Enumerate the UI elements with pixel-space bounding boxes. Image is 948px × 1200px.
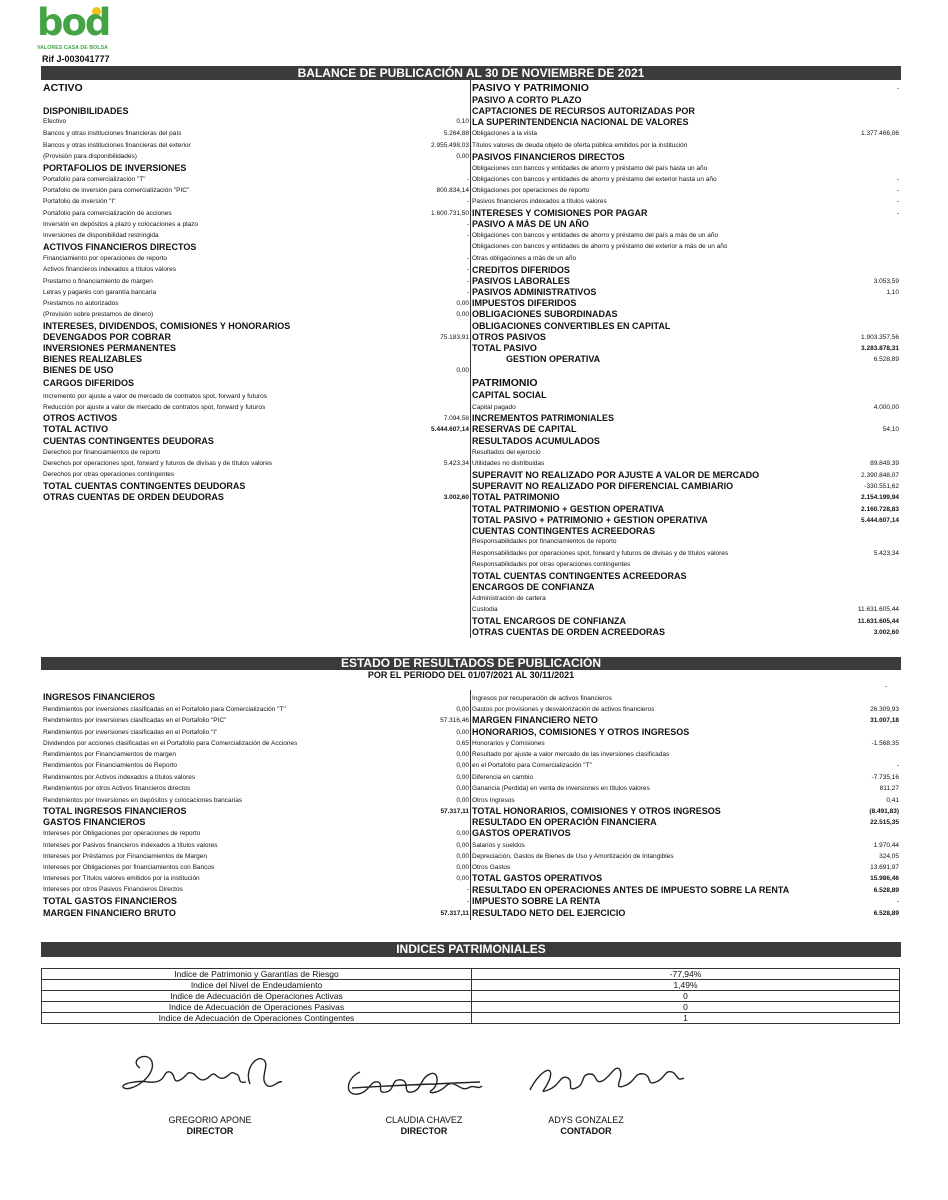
row-value: - (466, 255, 469, 262)
row-label: OTROS PASIVOS (472, 332, 546, 342)
row-value: 1.903.357,56 (861, 334, 899, 341)
row-label: BIENES REALIZABLES (43, 354, 143, 364)
row-value: 57.317,11 (440, 808, 469, 815)
row-value: - (896, 85, 899, 92)
row-value: 26.309,93 (870, 706, 899, 713)
row-value: 2.154.199,94 (861, 494, 899, 501)
row-value: 0,00 (456, 875, 469, 882)
row-label: Honorarios y Comisiones (472, 740, 545, 747)
row-label: CARGOS DIFERIDOS (43, 378, 135, 388)
row-value: 57.316,46 (440, 717, 469, 724)
row-label: DEVENGADOS POR COBRAR (43, 332, 172, 342)
row-value: - (466, 198, 469, 205)
row-value: 1.377.466,06 (861, 130, 899, 137)
row-label: Otras obligaciones a más de un año (472, 255, 577, 262)
row-label: Intereses por Títulos valores emitidos por la institución (43, 875, 200, 882)
row-value: 0,00 (456, 842, 469, 849)
row-label: Responsabilidades por operaciones spot, forward y futuros de divisas y de títulos valores (472, 550, 729, 557)
resultados-period: POR EL PERIODO DEL 01/07/2021 AL 30/11/2021 (367, 670, 575, 680)
row-label: Intereses por Pasivos financieros indexados a títulos valores (43, 842, 218, 849)
row-label: Intereses por Obligaciones por financiamientos con Bancos (43, 864, 215, 871)
row-label: RESULTADO NETO DEL EJERCICIO (472, 908, 626, 918)
row-label: Dividendos por acciones clasificadas en el Portafolio para Comercialización de Acciones (43, 740, 298, 747)
row-label: CAPITAL SOCIAL (472, 390, 547, 400)
row-value: 0,00 (456, 830, 469, 837)
resultados-dash: - (885, 683, 888, 690)
logo-subtitle: VALORES CASA DE BOLSA (37, 45, 108, 51)
row-label: Portafolio de inversión "I" (43, 198, 116, 205)
row-label: ENCARGOS DE CONFIANZA (472, 582, 595, 592)
row-label: MARGEN FINANCIERO NETO (472, 715, 598, 725)
row-value: 11.631.605,44 (857, 606, 899, 613)
row-label: Inversión en depósitos a plazo y colocaciones a plazo (43, 221, 199, 228)
row-label: Intereses por Obligaciones por operaciones de reporto (43, 830, 201, 837)
row-label: GASTOS OPERATIVOS (472, 828, 571, 838)
row-label: Prestamo o financiamiento de margen (43, 278, 153, 285)
row-label: CREDITOS DIFERIDOS (472, 265, 570, 275)
row-label: Resultado por ajuste a valor mercado de las inversiones clasificadas (472, 751, 670, 758)
row-label: Obligaciones a la vista (472, 130, 538, 137)
row-value: 22.515,35 (870, 819, 899, 826)
row-label: Prestamos no autorizados (43, 300, 119, 307)
row-label: IMPUESTO SOBRE LA RENTA (472, 896, 601, 906)
signature-claudia-chavez (340, 1060, 490, 1105)
row-label: TOTAL PATRIMONIO + GESTION OPERATIVA (472, 504, 665, 514)
index-label: Indice de Adecuación de Operaciones Pasivas (42, 1002, 472, 1013)
row-label: TOTAL CUENTAS CONTINGENTES ACREEDORAS (472, 571, 687, 581)
row-value: 0,00 (456, 774, 469, 781)
row-label: en el Portafolio para Comercialización "T" (472, 762, 592, 769)
signatory-1 (140, 1115, 280, 1137)
row-label: PASIVOS ADMINISTRATIVOS (472, 287, 597, 297)
row-value: 0,10 (456, 118, 469, 125)
row-label: OTRAS CUENTAS DE ORDEN ACREEDORAS (472, 627, 666, 637)
row-value: -330.551,62 (864, 483, 899, 490)
row-label: Activos financieros indexados a títulos valores (43, 266, 176, 273)
row-label: RESERVAS DE CAPITAL (472, 424, 577, 434)
row-value: 31.007,18 (870, 717, 899, 724)
company-logo (37, 1, 117, 54)
index-value: 0 (472, 991, 900, 1002)
row-label: OBLIGACIONES CONVERTIBLES EN CAPITAL (472, 321, 671, 331)
row-label: OBLIGACIONES SUBORDINADAS (472, 309, 618, 319)
row-label: Gastos por provisiones y desvalorización de activos financieros (472, 706, 655, 713)
signatory-3 (516, 1115, 656, 1137)
row-value: 0,00 (456, 729, 469, 736)
row-label: Pasivos financieros indexados a títulos valores (472, 198, 607, 205)
row-label: TOTAL ENCARGOS DE CONFIANZA (472, 616, 627, 626)
row-label: TOTAL HONORARIOS, COMISIONES Y OTROS INGRESOS (472, 806, 721, 816)
row-label: Letras y pagarés con garantía bancaria (43, 289, 157, 296)
indices-table (41, 968, 900, 1024)
row-label: RESULTADO EN OPERACIÓN FINANCIERA (472, 817, 657, 827)
index-label: Indice del Nivel de Endeudamiento (42, 980, 472, 991)
row-value: 0,00 (456, 300, 469, 307)
row-label: RESULTADOS ACUMULADOS (472, 436, 600, 446)
row-label: Títulos valores de deuda objeto de oferta pública emitidos por la institución (472, 142, 688, 149)
row-label: TOTAL PASIVO + PATRIMONIO + GESTION OPERATIVA (472, 515, 708, 525)
row-label: INVERSIONES PERMANENTES (43, 343, 177, 353)
row-value: 1,10 (886, 289, 899, 296)
signature-adys-gonzalez (520, 1050, 690, 1105)
row-label: Administración de cartera (472, 595, 546, 602)
row-label: RESULTADO EN OPERACIONES ANTES DE IMPUESTO SOBRE LA RENTA (472, 885, 790, 895)
row-label: Bancos y otras instituciones financieras del país (43, 130, 182, 137)
row-label: Ganancia (Perdida) en venta de inversiones en títulos valores (472, 785, 650, 792)
row-value: 324,05 (879, 853, 899, 860)
row-label: MARGEN FINANCIERO BRUTO (43, 908, 176, 918)
row-label: Resultados del ejercicio (472, 449, 541, 456)
row-label: OTROS ACTIVOS (43, 413, 118, 423)
index-label: Indice de Patrimonio y Garantías de Riesgo (42, 969, 472, 980)
row-value: 15.986,46 (870, 875, 899, 882)
row-value: 811,27 (879, 785, 899, 792)
row-label: INGRESOS FINANCIEROS (43, 692, 156, 702)
row-value: - (896, 187, 899, 194)
row-value: - (466, 898, 469, 905)
row-value: 3.283.878,31 (861, 345, 899, 352)
row-value: -1.568,35 (871, 740, 899, 747)
row-label: Incremento por ajuste a valor de mercado de contratos spot, forward y futuros (43, 393, 268, 400)
row-value: 0,65 (456, 740, 469, 747)
row-value: (8.491,83) (869, 808, 899, 815)
row-value: - (466, 266, 469, 273)
row-value: 0,00 (456, 367, 469, 374)
row-label: GASTOS FINANCIEROS (43, 817, 146, 827)
row-label: PORTAFOLIOS DE INVERSIONES (43, 163, 187, 173)
index-value: 0 (472, 1002, 900, 1013)
row-label: Portafolio para comercialización de acciones (43, 210, 172, 217)
row-label: CAPTACIONES DE RECURSOS AUTORIZADAS POR (472, 106, 695, 116)
row-label: Diferencia en cambio (472, 774, 534, 781)
row-label: Derechos por operaciones spot, forward y futuros de divisas y de títulos valores (43, 460, 273, 467)
row-value: - (896, 762, 899, 769)
row-value: 1.970,44 (873, 842, 899, 849)
row-label: SUPERAVIT NO REALIZADO POR AJUSTE A VALOR DE MERCADO (472, 470, 760, 480)
row-value: 11.631.605,44 (857, 618, 899, 625)
row-label: LA SUPERINTENDENCIA NACIONAL DE VALORES (472, 117, 689, 127)
index-value: 1 (472, 1013, 900, 1024)
row-value: 0,00 (456, 751, 469, 758)
row-label: Reducción por ajuste a valor de mercado de contratos spot, forward y futuros (43, 404, 266, 411)
row-value: - (896, 210, 899, 217)
row-value: 0,00 (456, 864, 469, 871)
row-value: 3.002,60 (873, 629, 899, 636)
row-value: - (896, 198, 899, 205)
row-value: 6.528,89 (873, 910, 899, 917)
row-label: Custodia (472, 606, 498, 613)
index-label: Indice de Adecuación de Operaciones Activas (42, 991, 472, 1002)
signatory-name: CLAUDIA CHAVEZ (385, 1115, 463, 1125)
row-label: Obligaciones con bancos y entidades de ahorro y préstamo del país a más de un año (472, 232, 719, 239)
row-label: Rendimientos por inversiones clasificadas en el Portafolio "PIC" (43, 717, 227, 724)
row-label: Utilidades no distribuidas (472, 460, 545, 467)
row-value: 0,00 (456, 853, 469, 860)
row-label: BIENES DE USO (43, 365, 114, 375)
row-value: 6.528,89 (873, 887, 899, 894)
row-label: Capital pagado (472, 404, 516, 411)
row-value: 5.423,34 (873, 550, 899, 557)
signatory-name: ADYS GONZALEZ (548, 1115, 624, 1125)
signatory-role: DIRECTOR (186, 1126, 234, 1136)
row-label: Inversiones de disponibilidad restringida (43, 232, 159, 239)
row-label: OTRAS CUENTAS DE ORDEN DEUDORAS (43, 492, 224, 502)
row-value: - (466, 886, 469, 893)
signatory-name: GREGORIO APONE (168, 1115, 252, 1125)
row-label: TOTAL GASTOS FINANCIEROS (43, 896, 177, 906)
row-value: -7.735,16 (871, 774, 899, 781)
row-value: 5.423,34 (443, 460, 469, 467)
row-value: - (896, 898, 899, 905)
row-label: Rendimientos por otros Activos financieros directos (43, 785, 191, 792)
row-value: 0,41 (886, 797, 899, 804)
signatory-role: DIRECTOR (400, 1126, 448, 1136)
row-label: CUENTAS CONTINGENTES ACREEDORAS (472, 526, 656, 536)
row-label: Obligaciones con bancos y entidades de ahorro y préstamo del exterior a más de un año (472, 243, 728, 250)
row-label: ACTIVO (43, 82, 83, 94)
indices-row (42, 1002, 900, 1013)
row-value: 2.390.848,07 (861, 472, 899, 479)
row-label: GESTION OPERATIVA (506, 354, 601, 364)
row-value: 5.264,88 (443, 130, 469, 137)
row-label: Rendimientos por inversiones clasificadas en el Portafolio para Comercialización "T" (43, 706, 286, 713)
row-value: 0,00 (456, 311, 469, 318)
row-value: - (466, 278, 469, 285)
row-label: Otros Ingresos (472, 797, 515, 804)
indices-title: INDICES PATRIMONIALES (41, 942, 901, 957)
row-value: 0,00 (456, 797, 469, 804)
row-label: Depreciación, Gastos de Bienes de Uso y Amortización de Intangibles (472, 853, 674, 860)
row-label: Portafolio de inversión para comercialización "PIC" (43, 187, 190, 194)
row-label: (Provisión sobre prestamos de dinero) (43, 311, 154, 318)
row-label: Efectivo (43, 118, 67, 125)
row-value: 3.002,60 (443, 494, 469, 501)
row-value: 4.000,00 (873, 404, 899, 411)
row-value: 2.160.728,83 (861, 506, 899, 513)
row-label: (Provisión para disponibilidades) (43, 153, 137, 160)
row-label: Portafolio para comercialización "T" (43, 176, 146, 183)
row-label: CUENTAS CONTINGENTES DEUDORAS (43, 436, 214, 446)
row-label: Bancos y otras instituciones financieras del exterior (43, 142, 191, 149)
row-value: - (466, 232, 469, 239)
row-value: 0,00 (456, 153, 469, 160)
row-value: 75.183,91 (440, 334, 469, 341)
row-value: 5.444.607,14 (861, 517, 899, 524)
indices-row (42, 1013, 900, 1024)
signature-gregorio-apone (118, 1040, 288, 1100)
row-value: 800.834,14 (436, 187, 469, 194)
row-label: INTERESES, DIVIDENDOS, COMISIONES Y HONORARIOS (43, 321, 291, 331)
row-label: Derechos por financiamientos de reporto (43, 449, 161, 456)
row-label: Rendimientos por Activos indexados a títulos valores (43, 774, 196, 781)
row-label: Obligaciones por operaciones de reporto (472, 187, 590, 194)
row-label: PASIVO Y PATRIMONIO (472, 82, 589, 94)
row-value: 54,10 (882, 426, 899, 433)
row-label: Intereses por Préstamos por Financiamientos de Margen (43, 853, 208, 860)
row-label: Rendimientos por Financiamientos de margen (43, 751, 176, 758)
row-value: 2.955.498,03 (431, 142, 469, 149)
row-label: Obligaciones con bancos y entidades de ahorro y préstamo del país hasta un año (472, 165, 708, 172)
indices-row (42, 991, 900, 1002)
row-value: 3.053,59 (873, 278, 899, 285)
row-value: - (896, 176, 899, 183)
row-value: 1.600.731,50 (431, 210, 469, 217)
row-label: Obligaciones con bancos y entidades de ahorro y préstamo del exterior hasta un año (472, 176, 717, 183)
row-value: 13.691,97 (870, 864, 899, 871)
row-label: TOTAL INGRESOS FINANCIEROS (43, 806, 187, 816)
index-value: 1,49% (472, 980, 900, 991)
row-label: DISPONIBILIDADES (43, 106, 129, 116)
row-value: 89.849,39 (870, 460, 899, 467)
row-value: 57.317,11 (440, 910, 469, 917)
row-label: Rendimientos por inversiones clasificadas en el Portafolio "I" (43, 729, 218, 736)
row-label: Salarios y sueldos (472, 842, 525, 849)
row-value: 0,00 (456, 762, 469, 769)
resultados-divider (470, 690, 471, 920)
row-label: TOTAL ACTIVO (43, 424, 109, 434)
resultados-title: ESTADO DE RESULTADOS DE PUBLICACIÓN (41, 657, 901, 670)
row-label: Derechos por otras operaciones contingentes (43, 471, 175, 478)
row-label: ACTIVOS FINANCIEROS DIRECTOS (43, 242, 197, 252)
row-label: PASIVO A CORTO PLAZO (472, 95, 582, 105)
row-label: PASIVO A MÁS DE UN AÑO (472, 219, 589, 229)
signatory-2 (354, 1115, 494, 1137)
row-value: 5.444.607,14 (431, 426, 469, 433)
row-label: Responsabilidades por otras operaciones contingentes (472, 561, 631, 568)
index-label: Indice de Adecuación de Operaciones Contingentes (42, 1013, 472, 1024)
row-value: - (466, 176, 469, 183)
row-value: 7.094,58 (443, 415, 469, 422)
row-label: TOTAL PATRIMONIO (472, 492, 560, 502)
indices-row (42, 980, 900, 991)
row-value: - (466, 289, 469, 296)
row-label: PASIVOS LABORALES (472, 276, 570, 286)
row-value: - (466, 221, 469, 228)
row-label: INCREMENTOS PATRIMONIALES (472, 413, 615, 423)
logo-text: bod (37, 1, 110, 44)
row-label: Otros Gastos (472, 864, 511, 871)
row-label: PATRIMONIO (472, 377, 538, 389)
row-value: 6.528,89 (873, 356, 899, 363)
row-label: IMPUESTOS DIFERIDOS (472, 298, 577, 308)
row-label: Financiamiento por operaciones de reporto (43, 255, 167, 262)
row-label: INTERESES Y COMISIONES POR PAGAR (472, 208, 648, 218)
row-label: Rendimientos por Inversiones en depósitos y colocaciones bancarias (43, 797, 243, 804)
indices-row (42, 969, 900, 980)
index-value: -77,94% (472, 969, 900, 980)
row-label: Ingresos por recuperación de activos financieros (472, 695, 612, 702)
rif-number: Rif J-003041777 (42, 54, 110, 64)
row-label: Intereses por otros Pasivos Financieros Directos (43, 886, 183, 893)
row-label: SUPERAVIT NO REALIZADO POR DIFERENCIAL CAMBIARIO (472, 481, 734, 491)
row-value: 0,00 (456, 785, 469, 792)
row-label: TOTAL PASIVO (472, 343, 537, 353)
row-value: 0,00 (456, 706, 469, 713)
signatory-role: CONTADOR (560, 1126, 612, 1136)
row-label: Rendimientos por Financiamientos de Reporto (43, 762, 178, 769)
balance-divider (470, 80, 471, 638)
row-label: Responsabilidades por financiamientos de reporto (472, 538, 617, 545)
row-label: PASIVOS FINANCIEROS DIRECTOS (472, 152, 625, 162)
balance-title: BALANCE DE PUBLICACIÓN AL 30 DE NOVIEMBRE DE 2021 (41, 66, 901, 80)
row-label: TOTAL CUENTAS CONTINGENTES DEUDORAS (43, 481, 246, 491)
row-label: HONORARIOS, COMISIONES Y OTROS INGRESOS (472, 727, 690, 737)
row-label: TOTAL GASTOS OPERATIVOS (472, 873, 603, 883)
